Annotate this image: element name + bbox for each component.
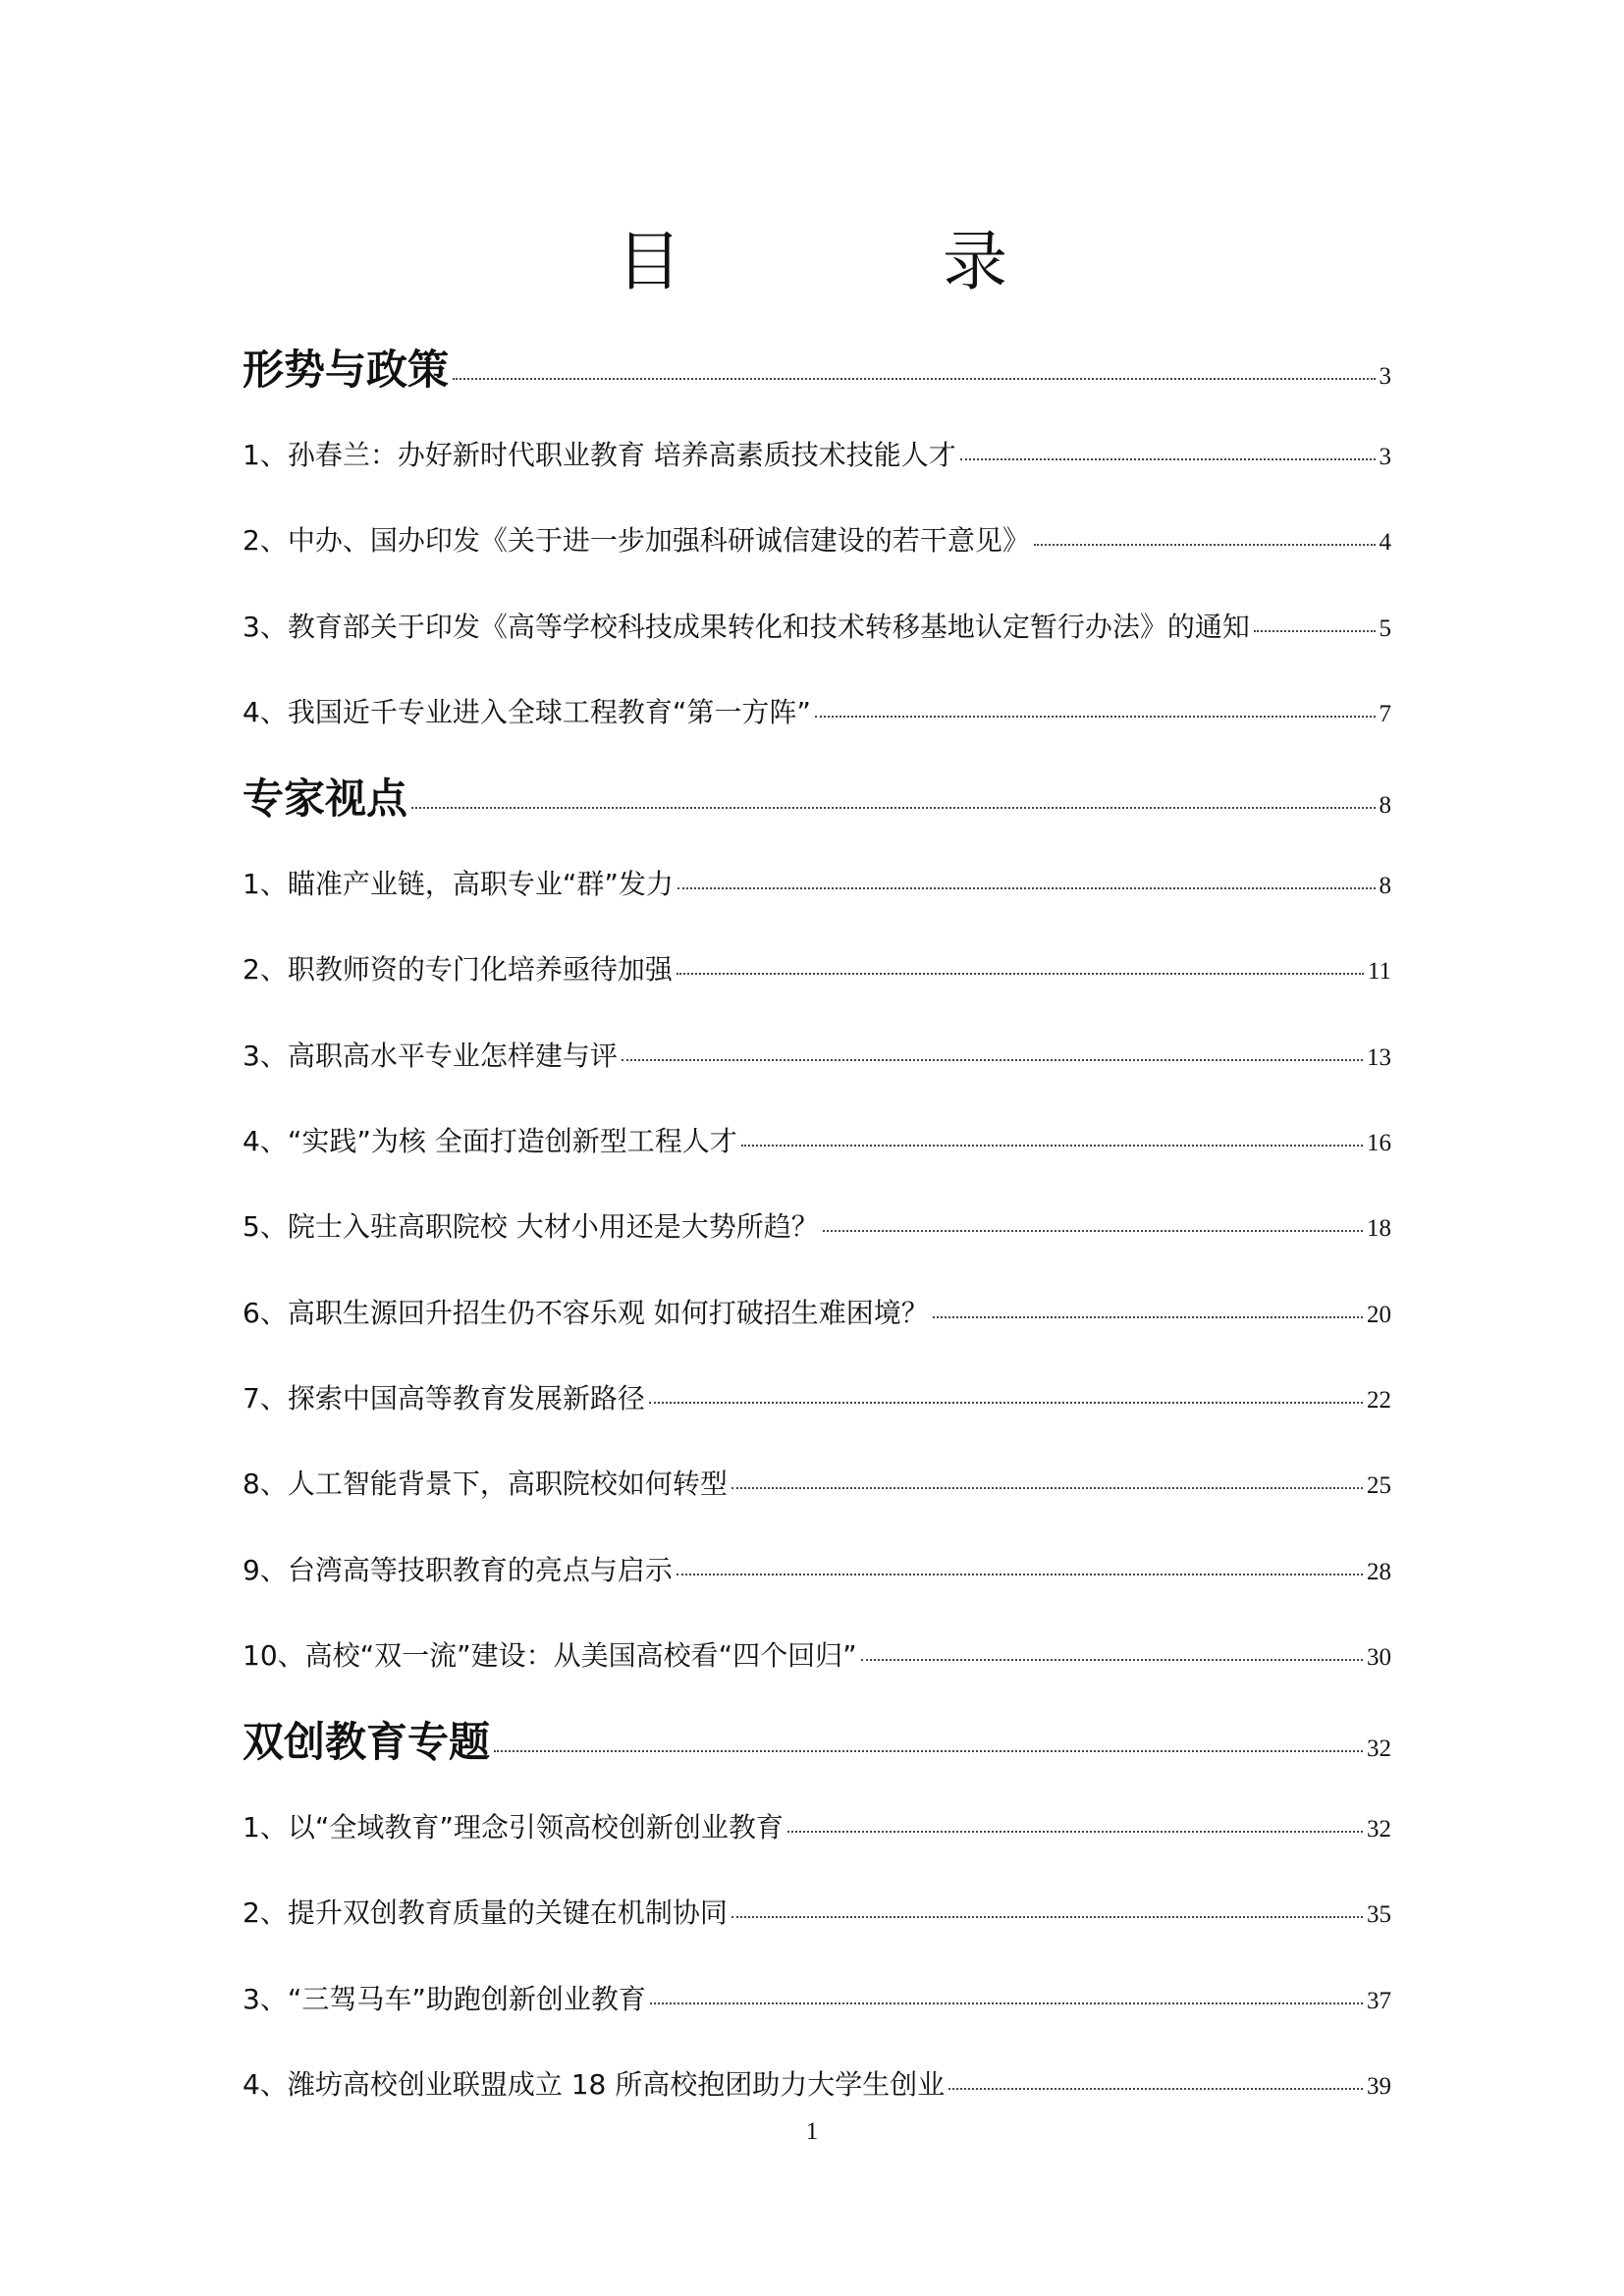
toc-entry[interactable] xyxy=(243,1439,1391,1524)
section-title: 形势与政策 xyxy=(243,346,450,394)
toc-entry[interactable] xyxy=(243,667,1391,753)
entry-title: 10、高校“双一流”建设：从美国高校看“四个回归” xyxy=(243,1638,857,1672)
dot-leader xyxy=(1034,544,1376,546)
entry-title: 4、潍坊高校创业联盟成立 18 所高校抱团助力大学生创业 xyxy=(243,2068,946,2102)
toc-entry[interactable] xyxy=(243,1868,1391,1953)
entry-page-number: 39 xyxy=(1367,2073,1391,2101)
dot-leader xyxy=(650,2002,1363,2004)
entry-title: 6、高职生源回升招生仍不容乐观 如何打破招生难困境？ xyxy=(243,1296,929,1329)
entry-title: 4、“实践”为核 全面打造创新型工程人才 xyxy=(243,1125,737,1158)
entry-page-number: 3 xyxy=(1379,444,1391,470)
page-title: 目 录 xyxy=(617,224,1106,299)
entry-page-number: 8 xyxy=(1379,873,1391,900)
dot-leader xyxy=(622,1059,1363,1061)
entry-title: 1、瞄准产业链，高职专业“群”发力 xyxy=(243,868,674,901)
toc-entry[interactable] xyxy=(243,410,1391,496)
entry-page-number: 20 xyxy=(1367,1301,1391,1328)
toc-entry[interactable] xyxy=(243,1268,1391,1354)
entry-page-number: 32 xyxy=(1367,1816,1391,1843)
dot-leader xyxy=(677,973,1364,975)
entry-page-number: 5 xyxy=(1379,614,1391,642)
toc-section-heading[interactable] xyxy=(243,1696,1391,1783)
entry-page-number: 4 xyxy=(1379,529,1391,557)
toc-entry[interactable] xyxy=(243,925,1391,1010)
entry-title: 2、中办、国办印发《关于进一步加强科研诚信建设的若干意见》 xyxy=(243,524,1030,558)
toc-entry[interactable] xyxy=(243,2040,1391,2125)
dot-leader xyxy=(861,1659,1363,1661)
entry-title: 8、人工智能背景下，高职院校如何转型 xyxy=(243,1468,728,1501)
entry-page-number: 11 xyxy=(1367,958,1391,986)
entry-title: 3、高职高水平专业怎样建与评 xyxy=(243,1039,618,1072)
section-page-number: 8 xyxy=(1379,792,1391,820)
entry-title: 5、院士入驻高职院校 大材小用还是大势所趋？ xyxy=(243,1210,819,1244)
dot-leader xyxy=(787,1831,1363,1833)
dot-leader xyxy=(677,887,1376,889)
dot-leader xyxy=(960,458,1376,460)
dot-leader xyxy=(453,378,1375,380)
toc-entry[interactable] xyxy=(243,1525,1391,1611)
toc-entry[interactable] xyxy=(243,1354,1391,1439)
dot-leader xyxy=(731,1916,1363,1918)
entry-title: 3、教育部关于印发《高等学校科技成果转化和技术转移基地认定暂行办法》的通知 xyxy=(243,610,1250,643)
dot-leader xyxy=(948,2088,1363,2090)
dot-leader xyxy=(741,1145,1363,1147)
entry-page-number: 25 xyxy=(1367,1472,1391,1500)
entry-page-number: 16 xyxy=(1367,1130,1391,1157)
entry-title: 3、“三驾马车”助跑创新创业教育 xyxy=(243,1982,646,2015)
toc-entry[interactable] xyxy=(243,1011,1391,1096)
toc-entry[interactable] xyxy=(243,1096,1391,1182)
entry-title: 9、台湾高等技职教育的亮点与启示 xyxy=(243,1553,673,1586)
entry-title: 2、职教师资的专门化培养亟待加强 xyxy=(243,953,673,987)
page-number: 1 xyxy=(805,2118,819,2145)
dot-leader xyxy=(411,807,1375,809)
toc-section-heading[interactable] xyxy=(243,324,1391,410)
toc-entry[interactable] xyxy=(243,1611,1391,1696)
entry-title: 4、我国近千专业进入全球工程教育“第一方阵” xyxy=(243,695,811,728)
entry-page-number: 37 xyxy=(1367,1987,1391,2014)
entry-page-number: 35 xyxy=(1367,1901,1391,1929)
table-of-contents xyxy=(243,324,1391,2125)
entry-title: 1、孙春兰：办好新时代职业教育 培养高素质技术技能人才 xyxy=(243,439,956,471)
dot-leader xyxy=(731,1487,1363,1489)
section-title: 专家视点 xyxy=(243,774,408,824)
dot-leader xyxy=(933,1316,1363,1318)
section-title: 双创教育专题 xyxy=(243,1718,491,1767)
toc-entry[interactable] xyxy=(243,496,1391,581)
dot-leader xyxy=(815,716,1376,718)
toc-entry[interactable] xyxy=(243,839,1391,925)
entry-title: 7、探索中国高等教育发展新路径 xyxy=(243,1381,645,1415)
toc-entry[interactable] xyxy=(243,1182,1391,1267)
dot-leader xyxy=(1254,630,1376,632)
toc-section-heading[interactable] xyxy=(243,753,1391,839)
toc-entry[interactable] xyxy=(243,1783,1391,1868)
section-page-number: 32 xyxy=(1367,1735,1391,1763)
entry-title: 1、以“全域教育”理念引领高校创新创业教育 xyxy=(243,1811,784,1844)
dot-leader xyxy=(823,1230,1363,1232)
dot-leader xyxy=(494,1750,1363,1752)
entry-page-number: 18 xyxy=(1367,1215,1391,1243)
toc-entry[interactable] xyxy=(243,582,1391,667)
dot-leader xyxy=(649,1402,1363,1404)
entry-page-number: 22 xyxy=(1367,1386,1391,1414)
dot-leader xyxy=(677,1574,1363,1575)
entry-page-number: 13 xyxy=(1367,1043,1391,1071)
entry-page-number: 30 xyxy=(1367,1643,1391,1671)
entry-page-number: 28 xyxy=(1367,1558,1391,1585)
section-page-number: 3 xyxy=(1379,363,1391,390)
entry-title: 2、提升双创教育质量的关键在机制协同 xyxy=(243,1896,728,1930)
toc-entry[interactable] xyxy=(243,1954,1391,2040)
entry-page-number: 7 xyxy=(1379,700,1391,727)
